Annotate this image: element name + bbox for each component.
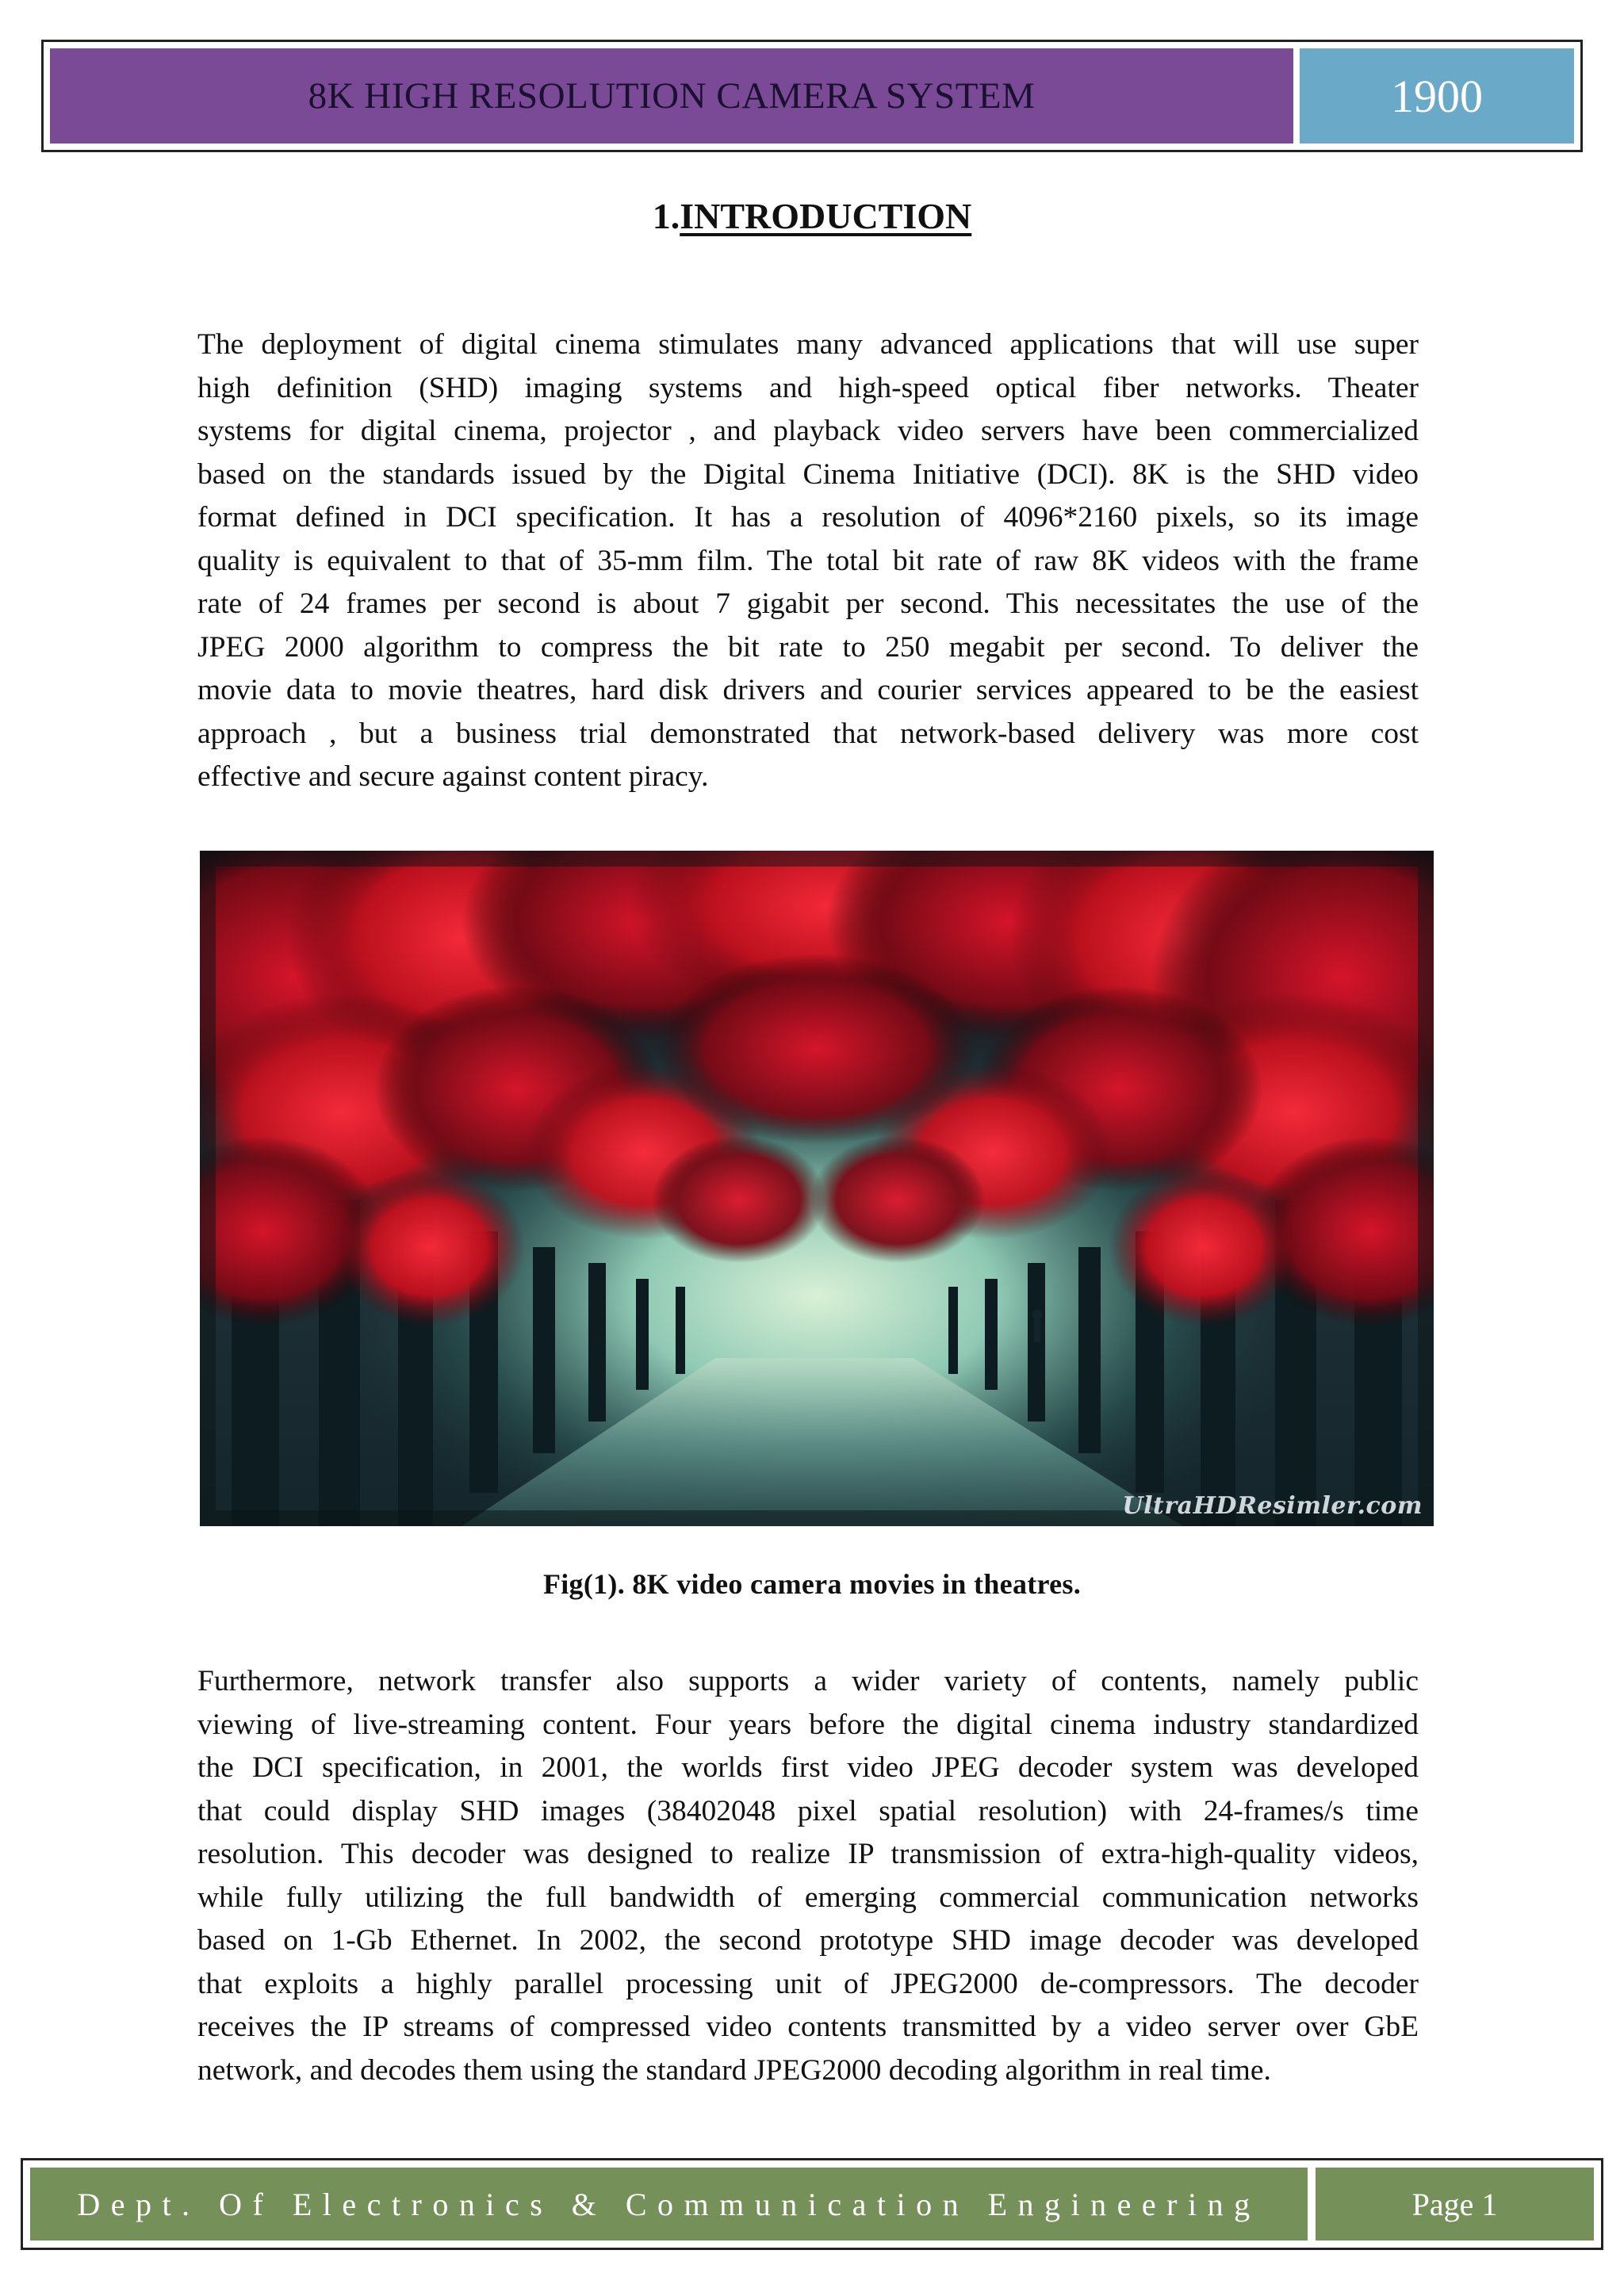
section-title: INTRODUCTION	[680, 196, 972, 236]
paragraph-line: JPEG 2000 algorithm to compress the bit rate to 250 megabit per second. To deliver the	[197, 630, 1419, 664]
paragraph-line: based on 1-Gb Ethernet. In 2002, the second prototype SHD image decoder was developed	[197, 1924, 1419, 1957]
paragraph-line: while fully utilizing the full bandwidth of emerging commercial communication networks	[197, 1881, 1419, 1914]
paragraph-line: systems for digital cinema, projector , and playback video servers have been commercialized	[197, 415, 1419, 447]
paragraph-line: network, and decodes them using the standard JPEG2000 decoding algorithm in real time.	[197, 2053, 1271, 2087]
paragraph-line: The deployment of digital cinema stimulates many advanced applications that will use super	[197, 328, 1419, 361]
paragraph-line: resolution. This decoder was designed to realize IP transmission of extra-high-quality videos,	[197, 1838, 1419, 1870]
section-number: 1.	[652, 196, 680, 236]
figure-image	[200, 851, 1434, 1526]
footer-department: Dept. Of Electronics & Communication Engineering	[30, 2168, 1308, 2241]
page-header-inner	[50, 48, 1574, 144]
page-footer	[21, 2158, 1603, 2250]
paragraph-line: movie data to movie theatres, hard disk drivers and courier services appeared to be the easiest	[197, 674, 1419, 706]
paragraph-line: approach , but a business trial demonstrated that network-based delivery was more cost	[197, 717, 1419, 750]
paragraph-line: that exploits a highly parallel processing unit of JPEG2000 de-compressors. The decoder	[197, 1967, 1419, 2000]
body-paragraph	[197, 1660, 1419, 2092]
paragraph-line: high definition (SHD) imaging systems and high-speed optical fiber networks. Theater	[197, 371, 1419, 404]
page-footer-inner	[30, 2168, 1594, 2241]
paragraph-line: receives the IP streams of compressed video contents transmitted by a video server over GbE	[197, 2011, 1419, 2043]
header-year: 1900	[1300, 48, 1574, 144]
paragraph-line: the DCI specification, in 2001, the worlds first video JPEG decoder system was developed	[197, 1751, 1419, 1784]
tree-avenue-illustration	[200, 851, 1434, 1526]
intro-paragraph	[197, 323, 1419, 799]
paragraph-line: that could display SHD images (38402048 pixel spatial resolution) with 24-frames/s time	[197, 1794, 1419, 1827]
paragraph-line: based on the standards issued by the Digital Cinema Initiative (DCI). 8K is the SHD video	[197, 457, 1419, 491]
paragraph-line: format defined in DCI specification. It has a resolution of 4096*2160 pixels, so its image	[197, 501, 1419, 534]
figure-caption: Fig(1). 8K video camera movies in theatres.	[542, 1568, 1082, 1600]
paragraph-line: effective and secure against content piracy.	[197, 760, 709, 793]
paragraph-line: Furthermore, network transfer also supports a wider variety of contents, namely public	[197, 1665, 1419, 1697]
section-heading	[0, 195, 1624, 237]
paragraph-line: viewing of live-streaming content. Four years before the digital cinema industry standardized	[197, 1708, 1419, 1741]
footer-page-number: Page 1	[1316, 2168, 1594, 2241]
header-title: 8K HIGH RESOLUTION CAMERA SYSTEM	[50, 48, 1293, 144]
page-header	[41, 40, 1583, 152]
image-watermark: UltraHDResimler.com	[1122, 1492, 1423, 1520]
paragraph-line: rate of 24 frames per second is about 7 gigabit per second. This necessitates the use of the	[197, 587, 1419, 620]
paragraph-line: quality is equivalent to that of 35-mm film. The total bit rate of raw 8K videos with the frame	[197, 544, 1419, 577]
